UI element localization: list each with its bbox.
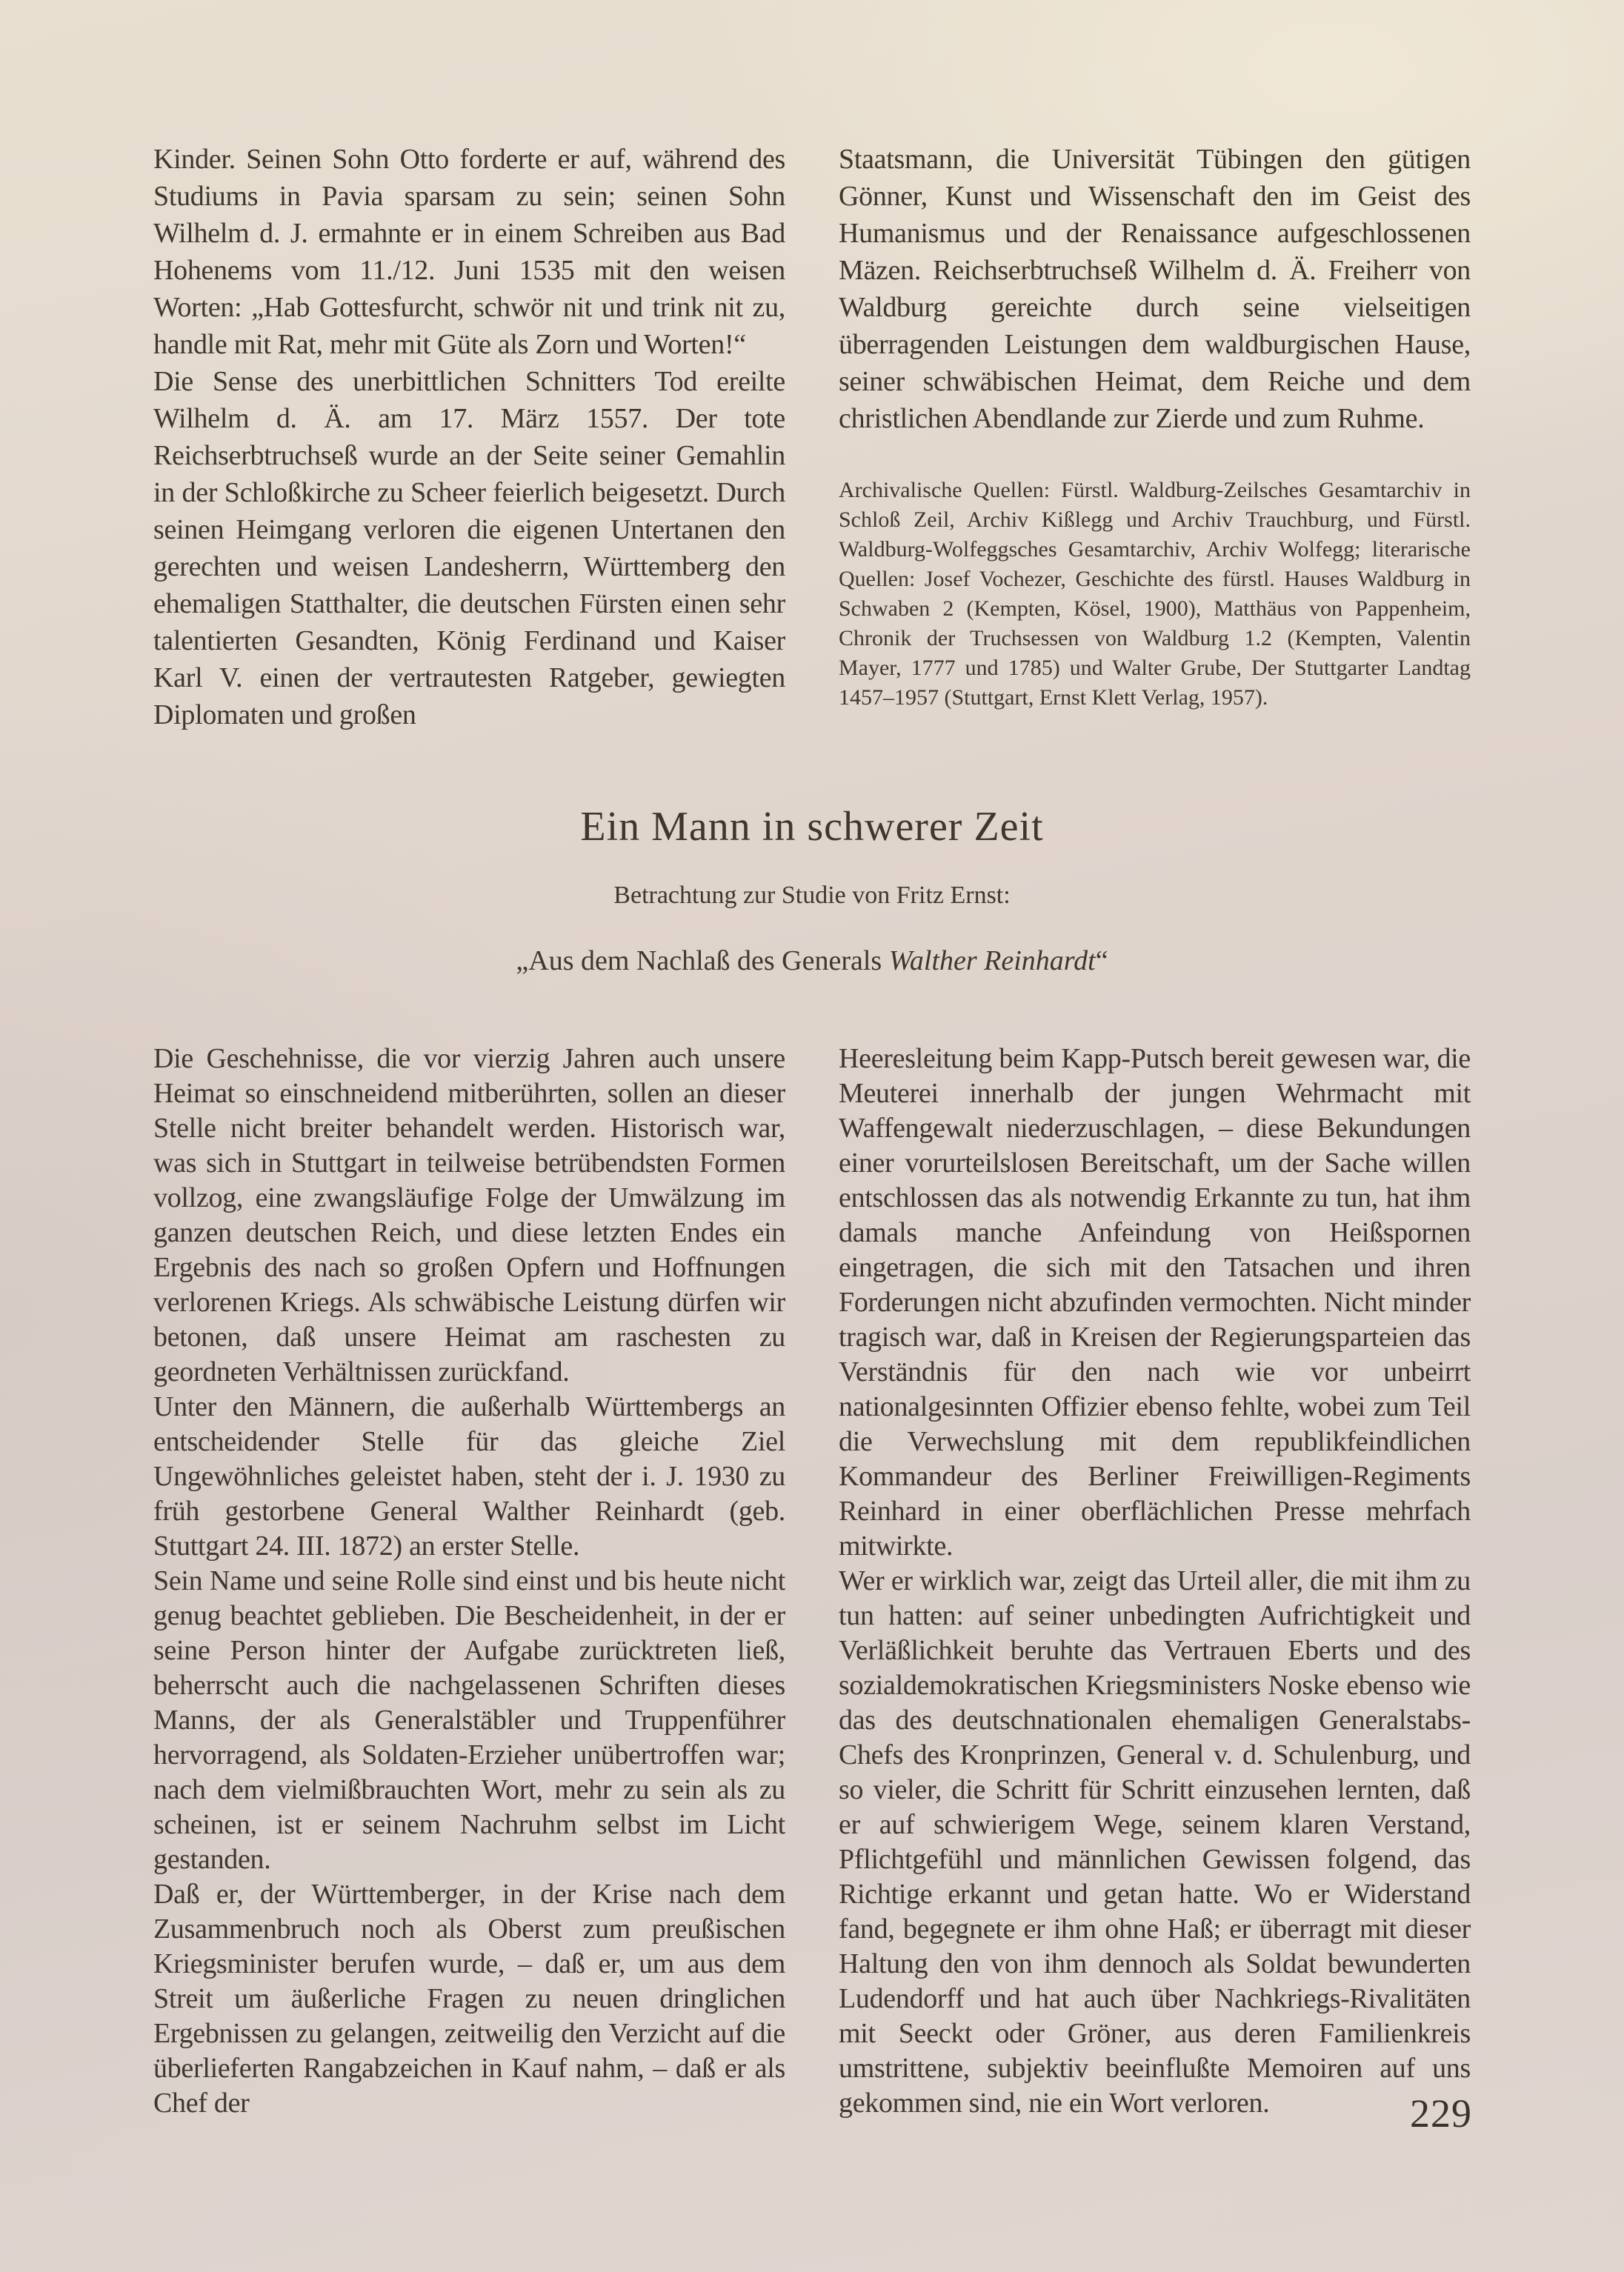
article-subtitle: Betrachtung zur Studie von Fritz Ernst: [613,882,1011,909]
quote-suffix: “ [1095,945,1108,976]
top-left-column [153,141,785,733]
article-title: Ein Mann in schwerer Zeit [580,804,1044,850]
sources-paragraph: Archivalische Quellen: Fürstl. Waldburg-Zeilsches Gesamtarchiv in Schloß Zeil, Archiv Kißlegg und Archiv Trauchburg, und Fürstl. Waldburg-Wolfeggsches Gesamtarchiv, Archiv Wolfegg; literarische Quellen: Josef Vochezer, Geschichte des fürstl. Hauses Waldburg in Schwaben 2 (Kempten, Kösel, 1900), Matthäus von Pappenheim, Chronik der Truchsessen von Waldburg 1.2 (Kempten, Valentin Mayer, 1777 und 1785) und Walter Grube, Der Stuttgarter Landtag 1457–1957 (Stuttgart, Ernst Klett Verlag, 1957). [839,478,1471,710]
article-body [153,1042,1471,2121]
paragraph: Staatsmann, die Universität Tübingen den gütigen Gönner, Kunst und Wissenschaft den im Geist des Humanismus und der Renaissance aufgeschlossenen Mäzen. Reichserbtruchseß Wilhelm d. Ä. Freiherr von Waldburg gereichte durch seine vielseitigen überragenden Leistungen dem waldburgischen Hause, seiner schwäbischen Heimat, dem Reiche und dem christlichen Abendlande zur Zierde und zum Ruhme. [839,144,1471,434]
paragraph: Wer er wirklich war, zeigt das Urteil aller, die mit ihm zu tun hatten: auf seiner unbedingten Aufrichtigkeit und Verläßlichkeit beruhte das Vertrauen Eberts und des sozialdemokratischen Kriegsministers Noske ebenso wie das des deutschnationalen ehemaligen Generalstabs-Chefs des Kronprinzen, General v. d. Schulenburg, und so vieler, die Schritt für Schritt einzusehen lernten, daß er auf schwierigem Wege, seinem klaren Verstand, Pflichtgefühl und männlichen Gewissen folgend, das Richtige erkannt und getan hatte. Wo er Widerstand fand, begegnete er ihm ohne Haß; er überragt mit dieser Haltung den von ihm dennoch als Soldat bewunderten Ludendorff und hat auch über Nachkriegs-Rivalitäten mit Seeckt oder Gröner, aus deren Familienkreis umstrittene, subjektiv beeinflußte Memoiren auf uns gekommen sind, nie ein Wort verloren. [839,1565,1471,2119]
paragraph-continued: Kinder. Seinen Sohn Otto forderte er auf, während des Studiums in Pavia sparsam zu sein; seinen Sohn Wilhelm d. J. ermahnte er in einem Schreiben aus Bad Hohenems vom 11./12. Juni 1535 mit den weisen Worten: „Hab Gottesfurcht, schwör nit und trink nit zu, handle mit Rat, mehr mit Güte als Zorn und Worten!“ [153,144,785,360]
body-right-column [839,1042,1471,2121]
paragraph: Die Geschehnisse, die vor vierzig Jahren auch unsere Heimat so einschneidend mitberührten, sollen an dieser Stelle nicht breiter behandelt werden. Historisch war, was sich in Stuttgart in teilweise betrübendsten Formen vollzog, eine zwangsläufige Folge der Umwälzung im ganzen deutschen Reich, und diese letzten Endes ein Ergebnis des nach so großen Opfern und Hoffnungen verlorenen Kriegs. Als schwäbische Leistung dürfen wir betonen, daß unsere Heimat am raschesten zu geordneten Verhältnissen zurückfand. [153,1043,785,1387]
article-quote [153,945,1471,976]
paragraph: Heeresleitung beim Kapp-Putsch bereit gewesen war, die Meuterei innerhalb der jungen Wehrmacht mit Waffengewalt niederzuschlagen, – diese Bekundungen einer vorurteilslosen Bereitschaft, um der Sache willen entschlossen das als notwendig Erkannte zu tun, hat ihm damals manche Anfeindung von Heißspornen eingetragen, die sich mit den Tatsachen und ihren Forderungen nicht abzufinden vermochten. Nicht minder tragisch war, daß in Kreisen der Regierungsparteien das Verständnis für den nach wie vor unbeirrt nationalgesinnten Offizier ebenso fehlte, wobei zum Teil die Verwechslung mit dem republikfeindlichen Kommandeur des Berliner Freiwilligen-Regiments Reinhard in einer oberflächlichen Presse mehrfach mitwirkte. [839,1043,1471,1562]
quote-emphasis: Walther Reinhardt [888,945,1096,976]
paragraph: Daß er, der Württemberger, in der Krise nach dem Zusammenbruch noch als Oberst zum preußischen Kriegsminister berufen wurde, – daß er, um aus dem Streit um äußerliche Fragen zu neuen dringlichen Ergebnissen zu gelangen, zeitweilig den Verzicht auf die überlieferten Rangabzeichen in Kauf nahm, – daß er als Chef der [153,1879,785,2119]
body-left-column [153,1042,785,2121]
quote-prefix: „Aus dem Nachlaß des Generals [516,945,889,976]
paragraph: Die Sense des unerbittlichen Schnitters Tod ereilte Wilhelm d. Ä. am 17. März 1557. Der tote Reichserbtruchseß wurde an der Seite seiner Gemahlin in der Schloßkirche zu Scheer feierlich beigesetzt. Durch seinen Heimgang verloren die eigenen Untertanen den gerechten und weisen Landesherrn, Württemberg den ehemaligen Statthalter, die deutschen Fürsten einen sehr talentierten Gesandten, König Ferdinand und Kaiser Karl V. einen der vertrautesten Ratgeber, gewiegten Diplomaten und großen [153,366,785,730]
top-section [153,141,1471,733]
top-right-column [839,141,1471,733]
paragraph: Unter den Männern, die außerhalb Württembergs an entscheidender Stelle für das gleiche Ziel Ungewöhnliches geleistet haben, steht der i. J. 1930 zu früh gestorbene General Walther Reinhardt (geb. Stuttgart 24. III. 1872) an erster Stelle. [153,1391,785,1562]
article-heading [153,804,1471,976]
paragraph: Sein Name und seine Rolle sind einst und bis heute nicht genug beachtet geblieben. Die Bescheidenheit, in der er seine Person hinter der Aufgabe zurücktreten ließ, beherrscht auch die nachgelassenen Schriften dieses Manns, der als Generalstäbler und Truppenführer hervorragend, als Soldaten-Erzieher unübertroffen war; nach dem vielmißbrauchten Wort, mehr zu sein als zu scheinen, ist er seinem Nachruhm selbst im Licht gestanden. [153,1565,785,1875]
page-number: 229 [1410,2091,1472,2136]
